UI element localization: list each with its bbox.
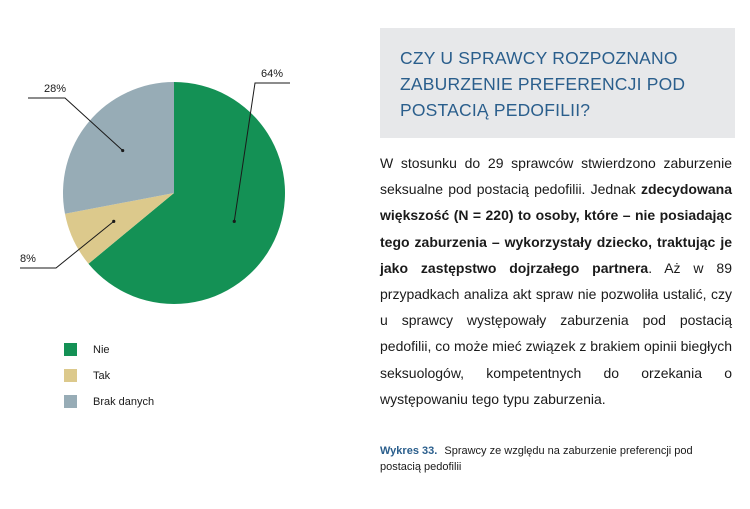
legend-label-tak: Tak [93, 369, 111, 382]
data-label-brak-danych: 28% [44, 83, 67, 95]
legend-item-tak [64, 369, 154, 382]
section-title-line-3: POSTACIĄ PEDOFILII? [400, 100, 591, 120]
body-paragraph [380, 150, 732, 412]
legend-label-nie: Nie [93, 343, 110, 356]
legend-swatch-brak-danych [64, 395, 77, 408]
section-title [400, 45, 720, 123]
data-label-nie: 64% [260, 68, 284, 80]
body-text-part-2: . Aż w 89 przypadkach analiza akt spraw nie pozwoliła ustalić, czy u sprawcy występowały zaburzenia pod postacią pedofilii, co może mieć związek z brakiem opinii biegłych seksuologów, kompetentnych do orzekania o występowaniu tego typu zaburzenia. [380, 259, 733, 407]
caption-text: Sprawcy ze względu na zaburzenie preferencji pod postacią pedofilii [380, 445, 693, 473]
legend-item-brak-danych [64, 395, 154, 408]
legend-swatch-nie [64, 343, 77, 356]
pie-slice-brak-danych [63, 82, 174, 214]
leader-dot-brak-danych [121, 149, 124, 152]
section-title-line-2: ZABURZENIE PREFERENCJI POD [400, 74, 686, 94]
chart-legend [64, 343, 154, 421]
pie-slices [63, 82, 285, 304]
legend-swatch-tak [64, 369, 77, 382]
leader-dot-tak [112, 220, 115, 223]
caption-label: Wykres 33. [380, 445, 438, 457]
section-title-line-1: CZY U SPRAWCY ROZPOZNANO [400, 48, 678, 68]
section-title-box [380, 28, 735, 138]
body-text-bold: zdecydowana większość (N = 220) to osoby, które – nie posiadając tego zaburzenia – wykorzystały dziecko, traktując je jako zastępstwo dojrzałego partnera [380, 181, 732, 276]
body-text-part-1: W stosunku do 29 sprawców stwierdzono zaburzenie seksualne pod postacią pedofilii. Jednak [380, 155, 732, 198]
leader-dot-nie [233, 220, 236, 223]
legend-label-brak-danych: Brak danych [93, 395, 155, 408]
legend-item-nie [64, 343, 154, 356]
pie-chart [0, 0, 370, 509]
figure-caption [380, 443, 730, 475]
data-label-tak: 8% [20, 253, 36, 265]
